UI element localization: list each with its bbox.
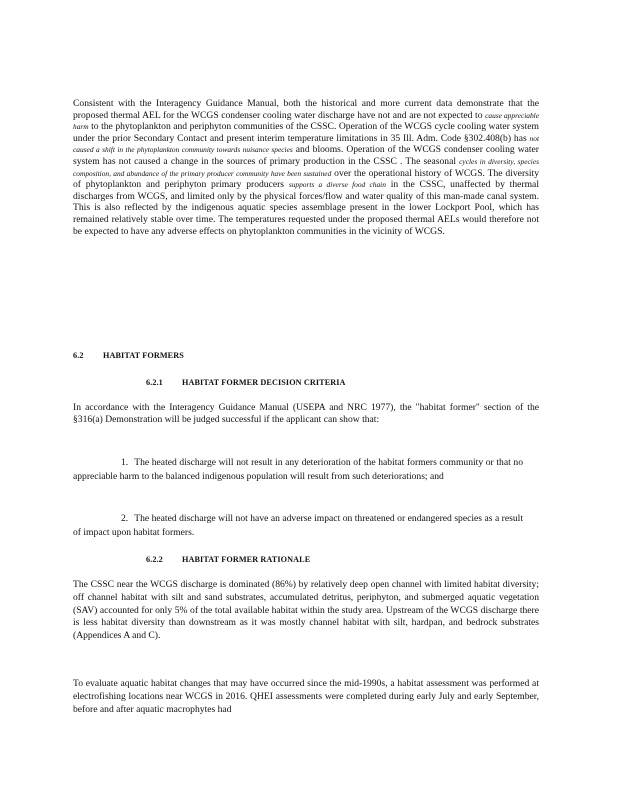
item-text: The heated discharge will not result in any deterioration of the habitat formers community or that no appreciable harm to the balanced indigenous population will result from such deteriorations; and <box>73 457 523 482</box>
item-number: 2. <box>121 513 129 524</box>
text-run: to the phytoplankton and periphyton communities of the CSSC. Operation of the WCGS cycle cooling water system under the prior Secondary Contact and present interim temperature limitations in 35 Ill. Adm. Code §302.408(b) has <box>73 121 539 144</box>
item-text: The heated discharge will not have an adverse impact on threatened or endangered species as a result of impact upon habitat formers. <box>73 513 523 538</box>
paragraph-habitat-rationale: The CSSC near the WCGS discharge is dominated (86%) by relatively deep open channel with limited habitat diversity; off channel habitat with silt and sand substrates, accumulated detritus, periphyton, and submerged aquatic vegetation (SAV) accounted for only 5% of the total available habitat within the study area. Upstream of the WCGS discharge there is less habitat diversity than downstream as it was mostly channel habitat with silt, hardpan, and bedrock substrates (Appendices A and C). <box>73 579 539 642</box>
criteria-item-1 <box>73 456 523 483</box>
paragraph-phytoplankton-conclusion <box>73 98 539 237</box>
section-title: HABITAT FORMER DECISION CRITERIA <box>182 378 346 387</box>
section-number: 6.2 <box>73 351 84 360</box>
text-run: in the CSSC, unaffected by thermal discharges from WCGS, and limited only by the physical forces/flow and water quality of this man-made canal system. This is also reflected by the indigenous aquatic species assemblage present in the lower Lockport Pool, which has remained relatively stable over time. The temperatures requested under the proposed thermal AELs would therefore not be expected to have any adverse effects on phytoplankton communities in the vicinity of WCGS. <box>73 179 539 237</box>
section-heading-6-2-1 <box>146 378 446 390</box>
text-run: and blooms. Operation of the WCGS condenser cooling water system has not caused a change in the sources of primary production in the CSSC . The seasonal <box>73 144 539 167</box>
section-heading-6-2-2 <box>146 555 446 567</box>
section-title: HABITAT FORMER RATIONALE <box>182 555 311 564</box>
text-run: over the operational history of WCGS. The diversity of phytoplankton and periphyton primary producers <box>73 167 539 191</box>
text-run: Consistent with the Interagency Guidance Manual, both the historical and more current data demonstrate that the proposed thermal AEL for the WCGS condenser cooling water discharge have not and are not expected to <box>73 98 539 121</box>
italic-run: cause appreciable harm <box>73 110 540 132</box>
criteria-item-2 <box>73 512 523 539</box>
paragraph-habitat-assessment: To evaluate aquatic habitat changes that may have occurred since the mid-1990s, a habitat assessment was performed at electrofishing locations near WCGS in 2016. QHEI assessments were completed during early July and early September, before and after aquatic macrophytes had <box>73 678 539 715</box>
paragraph-guidance-criteria: In accordance with the Interagency Guidance Manual (USEPA and NRC 1977), the "habitat former" section of the §316(a) Demonstration will be judged successful if the applicant can show that: <box>73 402 539 425</box>
section-heading-6-2 <box>73 351 273 363</box>
section-number: 6.2.2 <box>146 555 163 564</box>
section-number: 6.2.1 <box>146 378 163 387</box>
section-title: HABITAT FORMERS <box>103 351 184 360</box>
item-number: 1. <box>121 457 129 468</box>
italic-run: not caused a shift in the phytoplankton community towards nuisance species <box>73 133 539 155</box>
italic-run: cycles in diversity, species composition, and abundance of the primary producer community have been sustained <box>73 156 539 178</box>
italic-run: supports a diverse food chain <box>288 180 386 190</box>
